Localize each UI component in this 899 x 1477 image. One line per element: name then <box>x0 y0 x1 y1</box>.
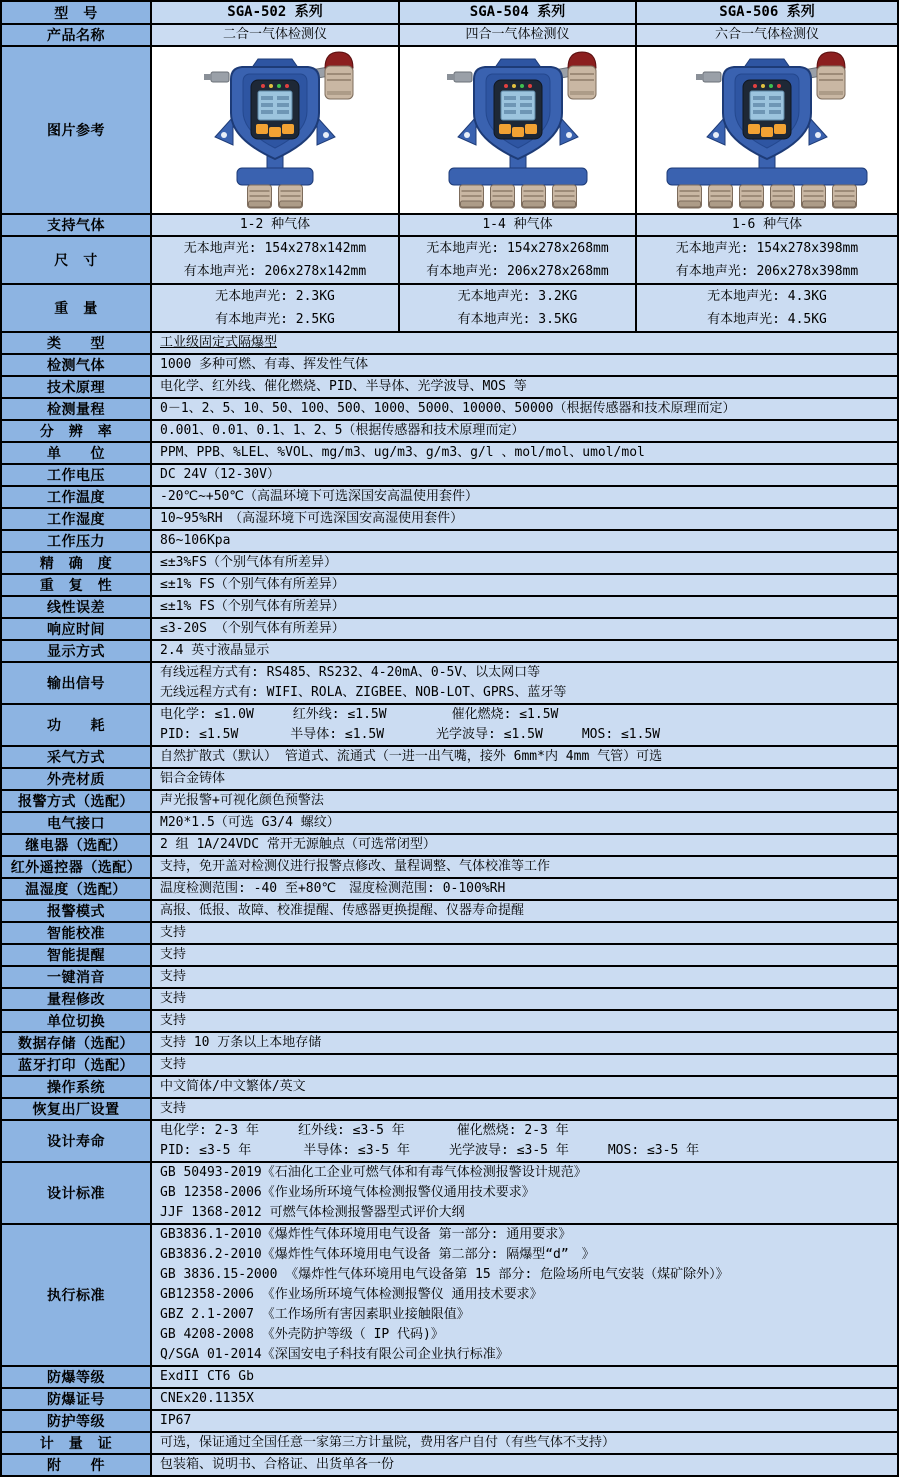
spec-value: 铝合金铸体 <box>150 769 897 789</box>
mounting-ear-right <box>809 117 827 145</box>
spec-label: 操作系统 <box>2 1077 150 1097</box>
mounting-ear-left <box>458 117 476 145</box>
spec-row-30 <box>2 1031 897 1053</box>
spec-label: 温湿度（选配） <box>2 879 150 899</box>
spec-row-16 <box>2 703 897 745</box>
spec-value: ExdII CT6 Gb <box>150 1367 897 1387</box>
spec-value: 支持 <box>150 989 897 1009</box>
spec-value: 电化学、红外线、催化燃烧、PID、半导体、光学波导、MOS 等 <box>150 377 897 397</box>
spec-row-8 <box>2 507 897 529</box>
spec-value: 温度检测范围: -40 至+80℃ 湿度检测范围: 0-100%RH <box>150 879 897 899</box>
spec-value: 支持 <box>150 1099 897 1119</box>
product-name-row <box>2 23 897 45</box>
spec-row-37 <box>2 1365 897 1387</box>
supported-gas-506: 1-6 种气体 <box>635 215 897 235</box>
model-row <box>2 2 897 23</box>
spec-value: 支持 <box>150 945 897 965</box>
spec-label: 显示方式 <box>2 641 150 661</box>
spec-row-20 <box>2 811 897 833</box>
spec-value: IP67 <box>150 1411 897 1431</box>
keypad-button <box>256 124 268 134</box>
spec-label: 分 辨 率 <box>2 421 150 441</box>
spec-row-38 <box>2 1387 897 1409</box>
spec-label: 防爆证号 <box>2 1389 150 1409</box>
alarm-beacon <box>325 52 353 99</box>
display-panel <box>251 80 299 139</box>
spec-row-14 <box>2 639 897 661</box>
keypad-button <box>282 124 294 134</box>
device-image-sga-502 <box>150 47 398 213</box>
spec-value: 86~106Kpa <box>150 531 897 551</box>
spec-value: 电化学: 2-3 年 红外线: ≤3-5 年 催化燃烧: 2-3 年 PID: ≤3-5 年 半导体: ≤3-5 年 光学波导: ≤3-5 年 MOS: ≤3-5 年 <box>150 1121 897 1161</box>
spec-value: 2.4 英寸液晶显示 <box>150 641 897 661</box>
model-sga-506: SGA-506 系列 <box>635 2 897 23</box>
sensor-cylinder <box>709 185 733 208</box>
spec-label: 工作湿度 <box>2 509 150 529</box>
spec-row-23 <box>2 877 897 899</box>
spec-label: 技术原理 <box>2 377 150 397</box>
spec-value: GB 50493-2019《石油化工企业可燃气体和有毒气体检测报警设计规范》 GB 12358-2006《作业场所环境气体检测报警仪通用技术要求》 JJF 1368-2012 可燃气体检测报警器型式评价大纲 <box>150 1163 897 1223</box>
spec-value: 0.001、0.01、0.1、1、2、5（根据传感器和技术原理而定） <box>150 421 897 441</box>
image-row <box>2 45 897 213</box>
spec-label: 量程修改 <box>2 989 150 1009</box>
spec-label: 防护等级 <box>2 1411 150 1431</box>
spec-row-4 <box>2 419 897 441</box>
spec-value: 支持 <box>150 967 897 987</box>
led-yellow <box>269 84 273 88</box>
spec-label: 附 件 <box>2 1455 150 1475</box>
spec-row-18 <box>2 767 897 789</box>
weight-504: 无本地声光: 3.2KG 有本地声光: 3.5KG <box>398 285 635 331</box>
spec-row-17 <box>2 745 897 767</box>
spec-row-0 <box>2 331 897 353</box>
led-green <box>520 84 524 88</box>
spec-label: 单位切换 <box>2 1011 150 1031</box>
device-image-sga-504 <box>398 47 635 213</box>
spec-label: 报警方式（选配） <box>2 791 150 811</box>
spec-row-33 <box>2 1097 897 1119</box>
spec-label: 输出信号 <box>2 663 150 703</box>
spec-label: 单 位 <box>2 443 150 463</box>
spec-value: ≤3-20S （个别气体有所差异） <box>150 619 897 639</box>
manifold-bar <box>237 168 313 185</box>
gas-detector-illustration <box>652 51 882 209</box>
keypad-button <box>525 124 537 134</box>
spec-label: 防爆等级 <box>2 1367 150 1387</box>
sensor-cylinder <box>459 185 483 208</box>
spec-label: 重 复 性 <box>2 575 150 595</box>
weight-506: 无本地声光: 4.3KG 有本地声光: 4.5KG <box>635 285 897 331</box>
spec-value: 支持 <box>150 923 897 943</box>
spec-value: -20℃~+50℃（高温环境下可选深国安高温使用套件） <box>150 487 897 507</box>
spec-label: 设计标准 <box>2 1163 150 1223</box>
spec-row-1 <box>2 353 897 375</box>
spec-row-35 <box>2 1161 897 1223</box>
sensor-cylinder <box>678 185 702 208</box>
spec-row-9 <box>2 529 897 551</box>
spec-row-32 <box>2 1075 897 1097</box>
led-red <box>261 84 265 88</box>
spec-value: ≤±1% FS（个别气体有所差异） <box>150 597 897 617</box>
manifold-bar <box>667 168 867 185</box>
spec-value: 1000 多种可燃、有毒、挥发性气体 <box>150 355 897 375</box>
led-red-2 <box>285 84 289 88</box>
spec-row-3 <box>2 397 897 419</box>
spec-row-10 <box>2 551 897 573</box>
gas-detector-illustration <box>403 51 633 209</box>
led-yellow <box>512 84 516 88</box>
spec-value: 工业级固定式隔爆型 <box>150 333 897 353</box>
led-green <box>277 84 281 88</box>
mounting-ear-right <box>560 117 578 145</box>
spec-row-21 <box>2 833 897 855</box>
gas-detector-illustration <box>160 51 390 209</box>
spec-label: 恢复出厂设置 <box>2 1099 150 1119</box>
product-name-502: 二合一气体检测仪 <box>150 25 398 45</box>
led-red <box>504 84 508 88</box>
spec-row-29 <box>2 1009 897 1031</box>
keypad-button <box>512 127 524 137</box>
spec-label: 工作压力 <box>2 531 150 551</box>
weight-row <box>2 283 897 331</box>
spec-row-5 <box>2 441 897 463</box>
mounting-ear-left <box>707 117 725 145</box>
model-sga-504: SGA-504 系列 <box>398 2 635 23</box>
spec-label: 响应时间 <box>2 619 150 639</box>
spec-row-40 <box>2 1431 897 1453</box>
spec-value: ≤±3%FS（个别气体有所差异） <box>150 553 897 573</box>
model-sga-502: SGA-502 系列 <box>150 2 398 23</box>
spec-label: 工作电压 <box>2 465 150 485</box>
spec-value: GB3836.1-2010《爆炸性气体环境用电气设备 第一部分: 通用要求》 GB3836.2-2010《爆炸性气体环境用电气设备 第二部分: 隔爆型“d” 》 GB 3836.15-2000 《爆炸性气体环境用电气设备第 15 部分: 危险场所电气安装（煤矿除外）》 GB12358-2006 《作业场所环境气体检测报警仪 通用技术要求》 GBZ 2.1-2007 《工作场所有害因素职业接触限值》 GB 4208-2008 《外壳防护等级（ IP 代码)》 Q/SGA 01-2014《深国安电子科技有限公司企业执行标准》 <box>150 1225 897 1365</box>
spec-label: 线性误差 <box>2 597 150 617</box>
spec-row-27 <box>2 965 897 987</box>
spec-row-6 <box>2 463 897 485</box>
size-504: 无本地声光: 154x278x268mm 有本地声光: 206x278x268mm <box>398 237 635 283</box>
spec-row-7 <box>2 485 897 507</box>
spec-row-22 <box>2 855 897 877</box>
spec-value: 电化学: ≤1.0W 红外线: ≤1.5W 催化燃烧: ≤1.5W PID: ≤1.5W 半导体: ≤1.5W 光学波导: ≤1.5W MOS: ≤1.5W <box>150 705 897 745</box>
spec-row-24 <box>2 899 897 921</box>
spec-value: PPM、PPB、%LEL、%VOL、mg/m3、ug/m3、g/m3、g/l 、mol/mol、umol/mol <box>150 443 897 463</box>
spec-value: 中文简体/中文繁体/英文 <box>150 1077 897 1097</box>
spec-value: 声光报警+可视化颜色预警法 <box>150 791 897 811</box>
spec-label: 检测量程 <box>2 399 150 419</box>
display-panel <box>494 80 542 139</box>
keypad-button <box>748 124 760 134</box>
spec-value: 2 组 1A/24VDC 常开无源触点（可选常闭型） <box>150 835 897 855</box>
supported-gas-504: 1-4 种气体 <box>398 215 635 235</box>
size-label: 尺 寸 <box>2 237 150 283</box>
spec-row-26 <box>2 943 897 965</box>
spec-label: 外壳材质 <box>2 769 150 789</box>
led-red-2 <box>528 84 532 88</box>
spec-row-12 <box>2 595 897 617</box>
led-yellow <box>761 84 765 88</box>
spec-label: 功 耗 <box>2 705 150 745</box>
side-plug <box>454 72 472 82</box>
spec-label: 精 确 度 <box>2 553 150 573</box>
spec-label: 报警模式 <box>2 901 150 921</box>
image-row-label: 图片参考 <box>2 47 150 213</box>
sensor-cylinder <box>521 185 545 208</box>
display-panel <box>743 80 791 139</box>
sensor-cylinder <box>490 185 514 208</box>
spec-value: 支持 <box>150 1011 897 1031</box>
spec-value: 0－1、2、5、10、50、100、500、1000、5000、10000、50000（根据传感器和技术原理而定） <box>150 399 897 419</box>
spec-value: CNEx20.1135X <box>150 1389 897 1409</box>
spec-label: 执行标准 <box>2 1225 150 1365</box>
mounting-ear-right <box>317 117 335 145</box>
product-name-504: 四合一气体检测仪 <box>398 25 635 45</box>
sensor-cylinder <box>552 185 576 208</box>
keypad-button <box>761 127 773 137</box>
sensor-cylinder <box>279 185 303 208</box>
spec-label: 设计寿命 <box>2 1121 150 1161</box>
spec-row-36 <box>2 1223 897 1365</box>
spec-row-13 <box>2 617 897 639</box>
spec-value: 自然扩散式（默认） 管道式、流通式（一进一出气嘴，接外 6mm*内 4mm 气管）可选 <box>150 747 897 767</box>
spec-label: 计 量 证 <box>2 1433 150 1453</box>
spec-label: 继电器（选配） <box>2 835 150 855</box>
supported-gas-row <box>2 213 897 235</box>
spec-value: 10~95%RH （高湿环境下可选深国安高湿使用套件） <box>150 509 897 529</box>
alarm-beacon <box>817 52 845 99</box>
size-506: 无本地声光: 154x278x398mm 有本地声光: 206x278x398mm <box>635 237 897 283</box>
spec-row-2 <box>2 375 897 397</box>
spec-label: 智能校准 <box>2 923 150 943</box>
size-row <box>2 235 897 283</box>
side-plug <box>703 72 721 82</box>
spec-value: 有线远程方式有: RS485、RS232、4-20mA、0-5V、以太网口等 无线远程方式有: WIFI、ROLA、ZIGBEE、NOB-LOT、GPRS、蓝牙等 <box>150 663 897 703</box>
spec-label: 电气接口 <box>2 813 150 833</box>
weight-502: 无本地声光: 2.3KG 有本地声光: 2.5KG <box>150 285 398 331</box>
keypad-button <box>269 127 281 137</box>
sensor-cylinder <box>771 185 795 208</box>
spec-label: 红外遥控器（选配） <box>2 857 150 877</box>
spec-label: 检测气体 <box>2 355 150 375</box>
device-image-sga-506 <box>635 47 897 213</box>
spec-value: 支持 <box>150 1055 897 1075</box>
mounting-ear-left <box>215 117 233 145</box>
spec-label: 智能提醒 <box>2 945 150 965</box>
spec-row-11 <box>2 573 897 595</box>
spec-row-28 <box>2 987 897 1009</box>
spec-row-34 <box>2 1119 897 1161</box>
spec-label: 类 型 <box>2 333 150 353</box>
sensor-cylinder <box>802 185 826 208</box>
keypad-button <box>774 124 786 134</box>
spec-label: 蓝牙打印（选配） <box>2 1055 150 1075</box>
size-502: 无本地声光: 154x278x142mm 有本地声光: 206x278x142mm <box>150 237 398 283</box>
supported-gas-502: 1-2 种气体 <box>150 215 398 235</box>
side-plug <box>211 72 229 82</box>
spec-row-41 <box>2 1453 897 1475</box>
spec-label: 一键消音 <box>2 967 150 987</box>
spec-value: M20*1.5（可选 G3/4 螺纹） <box>150 813 897 833</box>
keypad-button <box>499 124 511 134</box>
spec-label: 工作温度 <box>2 487 150 507</box>
weight-label: 重 量 <box>2 285 150 331</box>
spec-value: DC 24V（12-30V） <box>150 465 897 485</box>
spec-value: 包装箱、说明书、合格证、出货单各一份 <box>150 1455 897 1475</box>
spec-label: 采气方式 <box>2 747 150 767</box>
spec-row-39 <box>2 1409 897 1431</box>
spec-value: 可选，保证通过全国任意一家第三方计量院，费用客户自付（有些气体不支持） <box>150 1433 897 1453</box>
spec-value: 高报、低报、故障、校准提醒、传感器更换提醒、仪器寿命提醒 <box>150 901 897 921</box>
model-row-label: 型 号 <box>2 2 150 23</box>
sensor-cylinder <box>248 185 272 208</box>
spec-row-31 <box>2 1053 897 1075</box>
led-green <box>769 84 773 88</box>
spec-label: 数据存储（选配） <box>2 1033 150 1053</box>
spec-row-19 <box>2 789 897 811</box>
alarm-beacon <box>568 52 596 99</box>
led-red-2 <box>777 84 781 88</box>
product-name-506: 六合一气体检测仪 <box>635 25 897 45</box>
supported-gas-label: 支持气体 <box>2 215 150 235</box>
spec-value: 支持 10 万条以上本地存储 <box>150 1033 897 1053</box>
spec-row-25 <box>2 921 897 943</box>
led-red <box>753 84 757 88</box>
sensor-cylinder <box>740 185 764 208</box>
spec-row-15 <box>2 661 897 703</box>
spec-value: ≤±1% FS（个别气体有所差异） <box>150 575 897 595</box>
sensor-cylinder <box>833 185 857 208</box>
product-name-label: 产品名称 <box>2 25 150 45</box>
manifold-bar <box>449 168 587 185</box>
spec-value: 支持，免开盖对检测仪进行报警点修改、量程调整、气体校准等工作 <box>150 857 897 877</box>
